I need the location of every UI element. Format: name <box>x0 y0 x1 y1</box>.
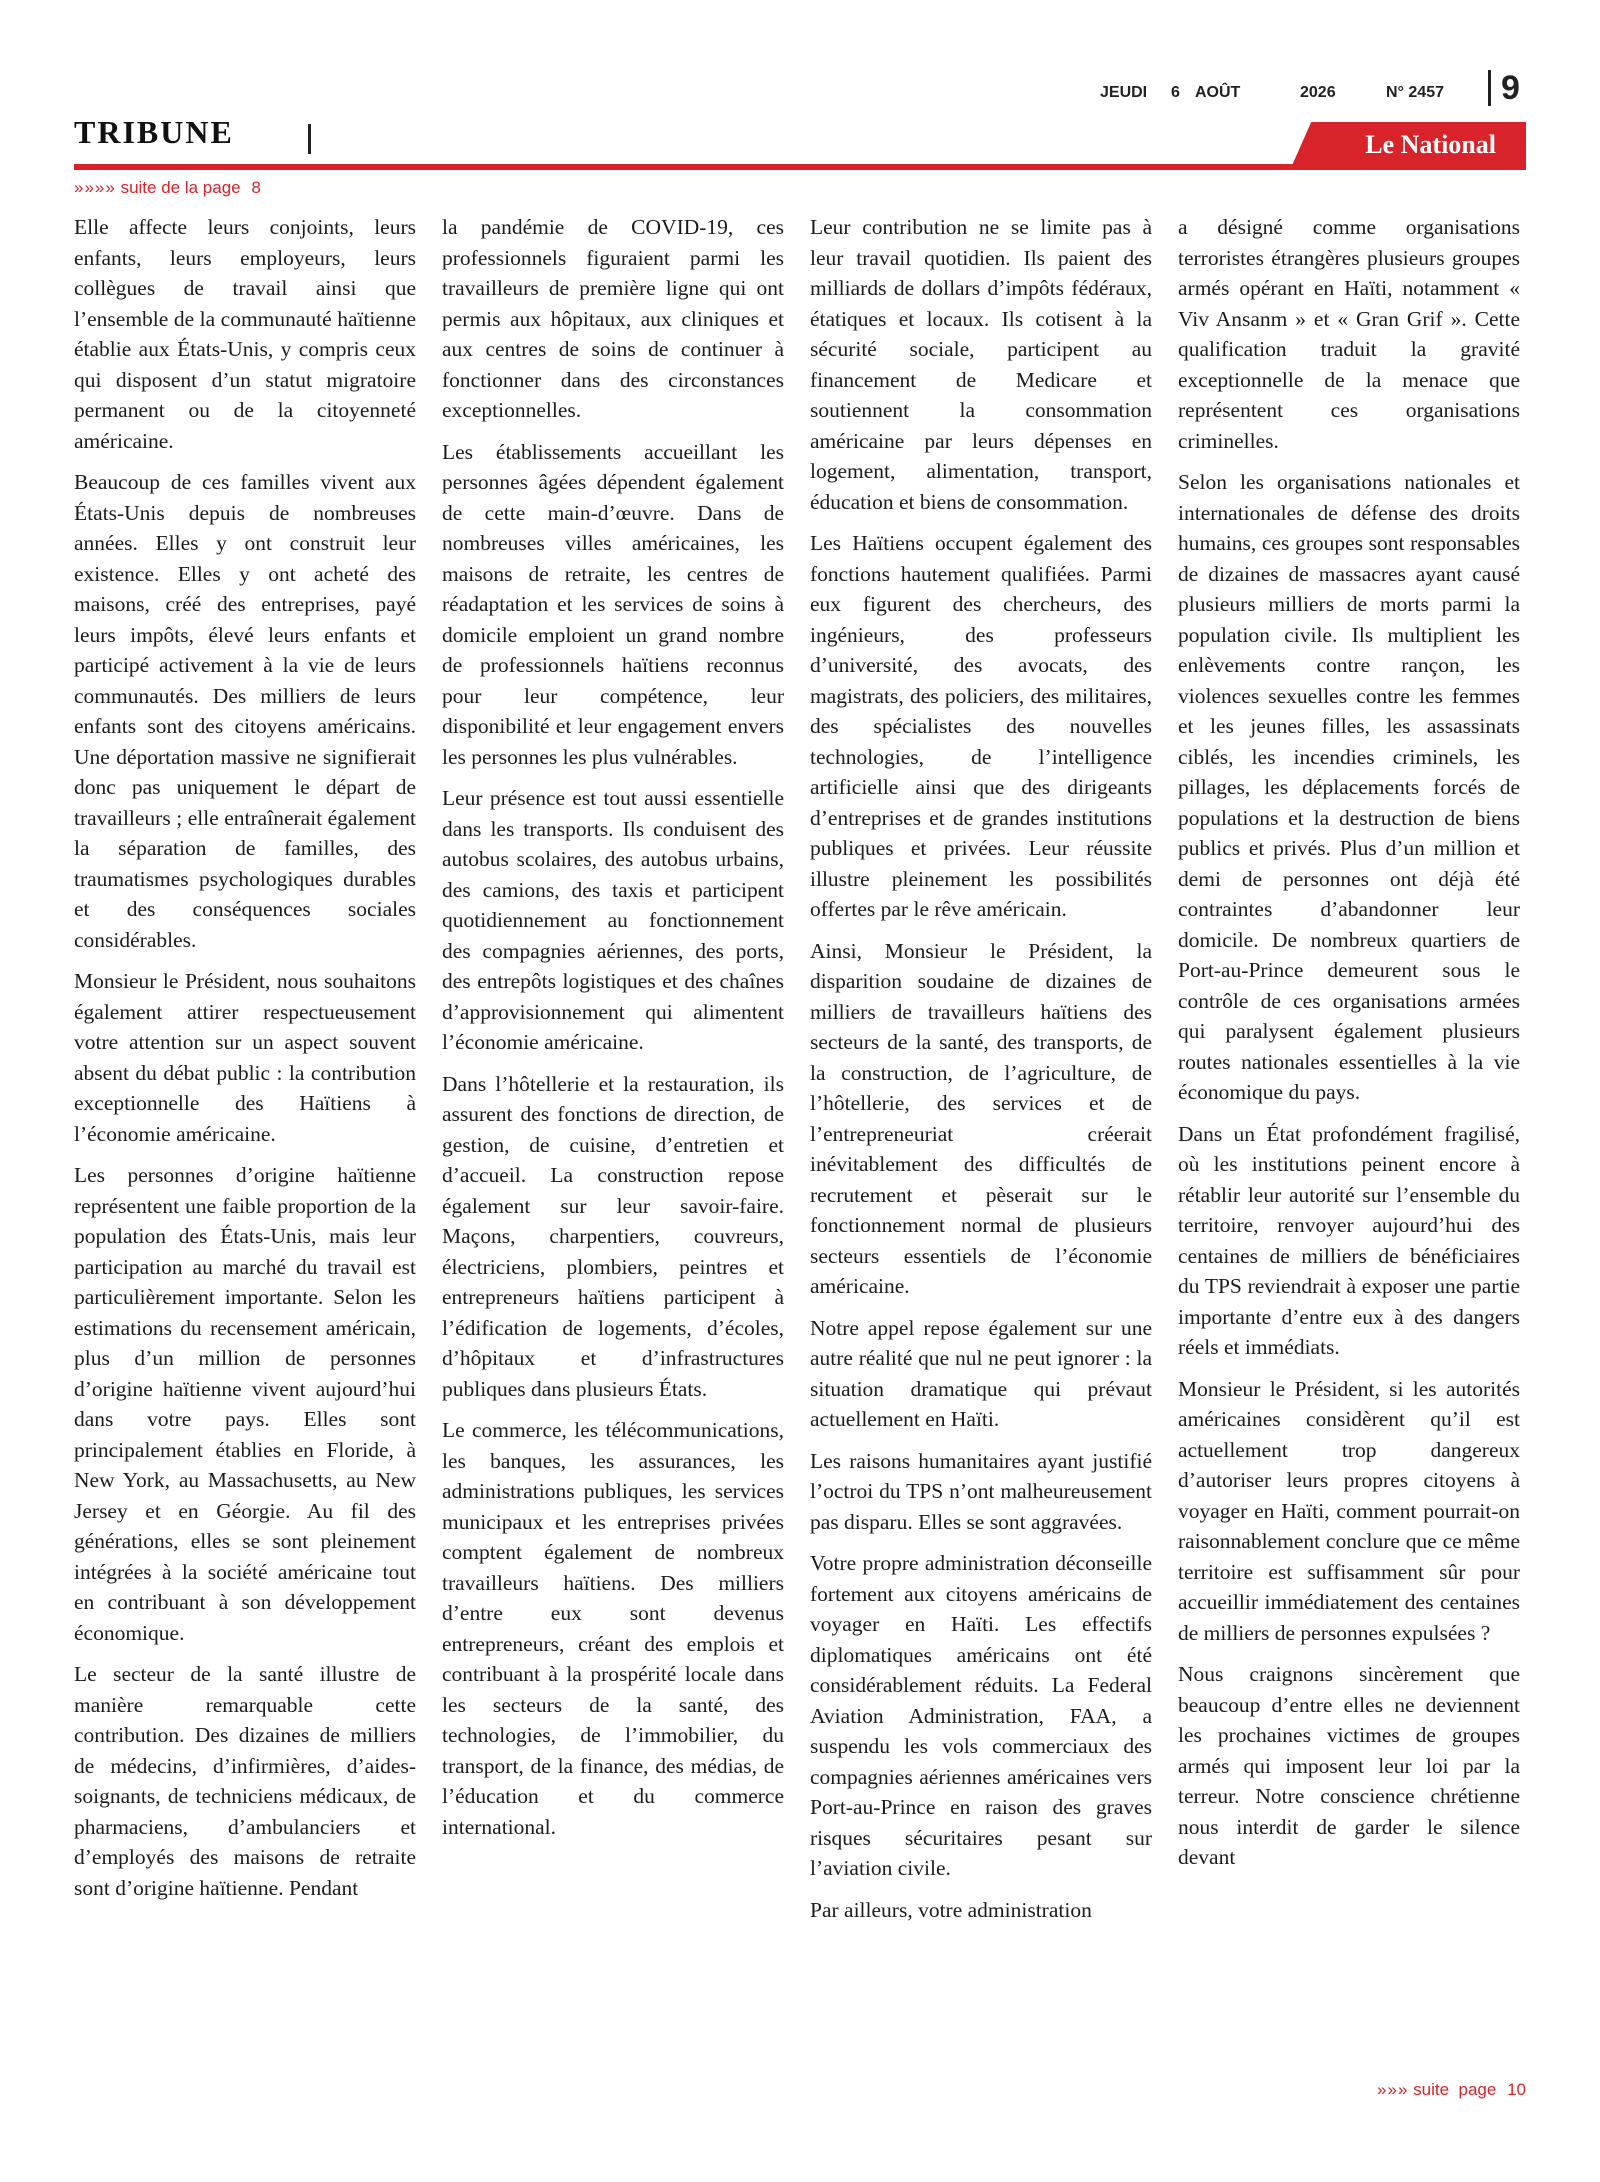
paragraph: Selon les organisations nationales et internationales de défense des droits humains, ces groupes sont responsables de dizaines de massacres ayant causé plusieurs milliers de morts parmi la population civile. Ils multiplient les enlèvements contre rançon, les violences sexuelles contre les femmes et les jeunes filles, les assassinats ciblés, les incendies criminels, les pillages, les déplacements forcés de populations et la destruction de biens publics et privés. Plus d’un million et demi de personnes ont déjà été contraintes d’abandonner leur domicile. De nombreux quartiers de Port-au-Prince demeurent sous le contrôle de ces organisations armées qui paralysent également plusieurs routes nationales essentielles à la vie économique du pays. <box>1178 470 1520 1104</box>
paragraph: Par ailleurs, votre administration <box>810 1897 1092 1922</box>
paragraph: a désigné comme organisations terroristes étrangères plusieurs groupes armés opérant en Haïti, notamment « Viv Ansanm » et « Gran Grif ». Cette qualification traduit la gravité exceptionnelle de la menace que représentent ces organisations criminelles. <box>1178 215 1520 453</box>
paragraph: Les Haïtiens occupent également des fonctions hautement qualifiées. Parmi eux figurent des chercheurs, des ingénieurs, des professeurs d’université, des avocats, des magistrats, des policiers, des militaires, des spécialistes des nouvelles technologies, de l’intelligence artificielle ainsi que des dirigeants d’entreprises et de grandes institutions publiques et privées. Leur réussite illustre pleinement les possibilités offertes par le rêve américain. <box>810 531 1152 921</box>
paragraph: Votre propre administration déconseille fortement aux citoyens américains de voyager en Haïti. Les effectifs diplomatiques américains ont été considérablement réduits. La Federal Aviation Administration, FAA, a suspendu les vols commerciaux des compagnies aériennes américaines vers Port-au-Prince en raison des graves risques sécuritaires pesant sur l’aviation civile. <box>810 1551 1152 1880</box>
continued-to-page: 10 <box>1507 2080 1526 2099</box>
paragraph: Beaucoup de ces familles vivent aux États-Unis depuis de nombreuses années. Elles y ont construit leur existence. Elles y ont acheté des maisons, créé des entreprises, payé leurs impôts, élevé leurs enfants et participé activement à la vie de leurs communautés. Des milliers de leurs enfants sont des citoyens américains. Une déportation massive ne signifierait donc pas uniquement le départ de travailleurs ; elle entraînerait également la séparation de familles, des traumatismes psychologiques durables et des conséquences sociales considérables. <box>74 470 416 952</box>
paragraph: Dans un État profondément fragilisé, où les institutions peinent encore à rétablir leur autorité sur l’ensemble du territoire, renvoyer aujourd’hui des centaines de milliers de bénéficiaires du TPS reviendrait à exposer une partie importante d’entre eux à des dangers réels et immédiats. <box>1178 1121 1520 1359</box>
continued-to-arrows: »»» <box>1377 2080 1409 2099</box>
continued-from[interactable] <box>74 178 261 198</box>
paragraph: Le commerce, les télécommunications, les banques, les assurances, les administrations publiques, les services municipaux et les entreprises privées comptent également de nombreux travailleurs haïtiens. Des milliers d’entre eux sont devenus entrepreneurs, créant des emplois et contribuant à la prospérité locale dans les secteurs de la santé, des technologies, de l’immobilier, du transport, de la finance, des médias, de l’éducation et du commerce international. <box>442 1418 784 1839</box>
section-divider <box>308 124 311 154</box>
continued-from-text: suite de la page <box>120 178 241 197</box>
continued-from-arrows: »»»» <box>74 178 116 197</box>
paragraph: Ainsi, Monsieur le Président, la disparition soudaine de dizaines de milliers de travailleurs haïtiens des secteurs de la santé, des transports, de la construction, de l’agriculture, de l’hôtellerie, des services et de l’entrepreneuriat créerait inévitablement des difficultés de recrutement et pèserait sur le fonctionnement normal de plusieurs secteurs essentiels de l’économie américaine. <box>810 938 1152 1298</box>
paragraph: la pandémie de COVID-19, ces professionnels figuraient parmi les travailleurs de première ligne qui ont permis aux hôpitaux, aux cliniques et aux centres de soins de continuer à fonctionner dans des circonstances exceptionnelles. <box>442 215 784 422</box>
paragraph: Elle affecte leurs conjoints, leurs enfants, leurs employeurs, leurs collègues de travail ainsi que l’ensemble de la communauté haïtienne établie aux États-Unis, y compris ceux qui disposent d’un statut migratoire permanent ou de la citoyenneté américaine. <box>74 215 416 453</box>
article-column-4 <box>1178 212 1520 2072</box>
article-column-3 <box>810 212 1152 2072</box>
paragraph: Monsieur le Président, si les autorités américaines considèrent qu’il est actuellement trop dangereux d’autoriser leurs propres citoyens à voyager en Haïti, comment pourrait-on raisonnablement conclure que ce même territoire est suffisamment sûr pour accueillir immédiatement des centaines de milliers de personnes expulsées ? <box>1178 1376 1520 1645</box>
paragraph: Monsieur le Président, nous souhaitons également attirer respectueusement votre attention sur un aspect souvent absent du débat public : la contribution exceptionnelle des Haïtiens à l’économie américaine. <box>74 969 416 1146</box>
brand-name: Le National <box>1365 130 1496 159</box>
article-column-1 <box>74 212 416 2072</box>
paragraph: Les personnes d’origine haïtienne représentent une faible proportion de la population des États-Unis, mais leur participation au marché du travail est particulièrement importante. Selon les estimations du recensement américain, plus d’un million de personnes d’origine haïtienne vivent aujourd’hui dans votre pays. Elles sont principalement établies en Floride, à New York, au Massachusetts, au New Jersey et en Géorgie. Au fil des générations, elles se sont pleinement intégrées à la société américaine tout en contribuant à son développement économique. <box>74 1163 416 1645</box>
issue-year: 2026 <box>1300 84 1336 101</box>
paragraph: Les établissements accueillant les personnes âgées dépendent également de cette main-d’œuvre. Dans de nombreuses villes américaines, les maisons de retraite, les centres de réadaptation et les services de soins à domicile emploient un grand nombre de professionnels haïtiens reconnus pour leur compétence, leur disponibilité et leur engagement envers les personnes les plus vulnérables. <box>442 439 784 769</box>
paragraph: Notre appel repose également sur une autre réalité que nul ne peut ignorer : la situation dramatique qui prévaut actuellement en Haïti. <box>810 1315 1152 1431</box>
continued-to-text: suite page <box>1413 2080 1497 2099</box>
paragraph: Le secteur de la santé illustre de manière remarquable cette contribution. Des dizaines de milliers de médecins, d’infirmières, d’aides-soignants, de techniciens médicaux, de pharmaciens, d’ambulanciers et d’employés des maisons de retraite sont d’origine haïtienne. Pendant <box>74 1662 416 1900</box>
paragraph: Les raisons humanitaires ayant justifié l’octroi du TPS n’ont malheureusement pas disparu. Elles se sont aggravées. <box>810 1448 1152 1534</box>
page-number: 9 <box>1488 70 1520 106</box>
continued-from-page: 8 <box>251 178 261 197</box>
issue-number: N° 2457 <box>1386 84 1444 101</box>
paragraph: Nous craignons sincèrement que beaucoup d’entre elles ne deviennent les prochaines victimes de groupes armés qui imposent leur loi par la terreur. Notre conscience chrétienne nous interdit de garder le silence devant <box>1178 1662 1520 1869</box>
paragraph: Dans l’hôtellerie et la restauration, ils assurent des fonctions de direction, de gestion, de cuisine, d’entretien et d’accueil. La construction repose également sur leur savoir-faire. Maçons, charpentiers, couvreurs, électriciens, plombiers, peintres et entrepreneurs haïtiens participent à l’édification de logements, d’écoles, d’hôpitaux et d’infrastructures publiques dans plusieurs États. <box>442 1071 784 1401</box>
article-column-2 <box>442 212 784 2072</box>
issue-month: AOÛT <box>1195 84 1241 101</box>
paragraph: Leur présence est tout aussi essentielle dans les transports. Ils conduisent des autobus scolaires, des autobus urbains, des camions, des taxis et participent quotidiennement au fonctionnement des compagnies aériennes, des ports, des entrepôts logistiques et des chaînes d’approvisionnement qui alimentent l’économie américaine. <box>442 786 784 1054</box>
paragraph: Leur contribution ne se limite pas à leur travail quotidien. Ils paient des milliards de dollars d’impôts fédéraux, étatiques et locaux. Ils cotisent à la sécurité sociale, participent au financement de Medicare et soutiennent la consommation américaine par leurs dépenses en logement, alimentation, transport, éducation et biens de consommation. <box>810 215 1152 514</box>
issue-day: JEUDI <box>1100 84 1148 101</box>
continued-to[interactable] <box>1377 2080 1526 2100</box>
section-title: TRIBUNE <box>74 114 234 150</box>
issue-date-number: 6 <box>1171 84 1180 101</box>
article-body <box>74 212 1526 2072</box>
